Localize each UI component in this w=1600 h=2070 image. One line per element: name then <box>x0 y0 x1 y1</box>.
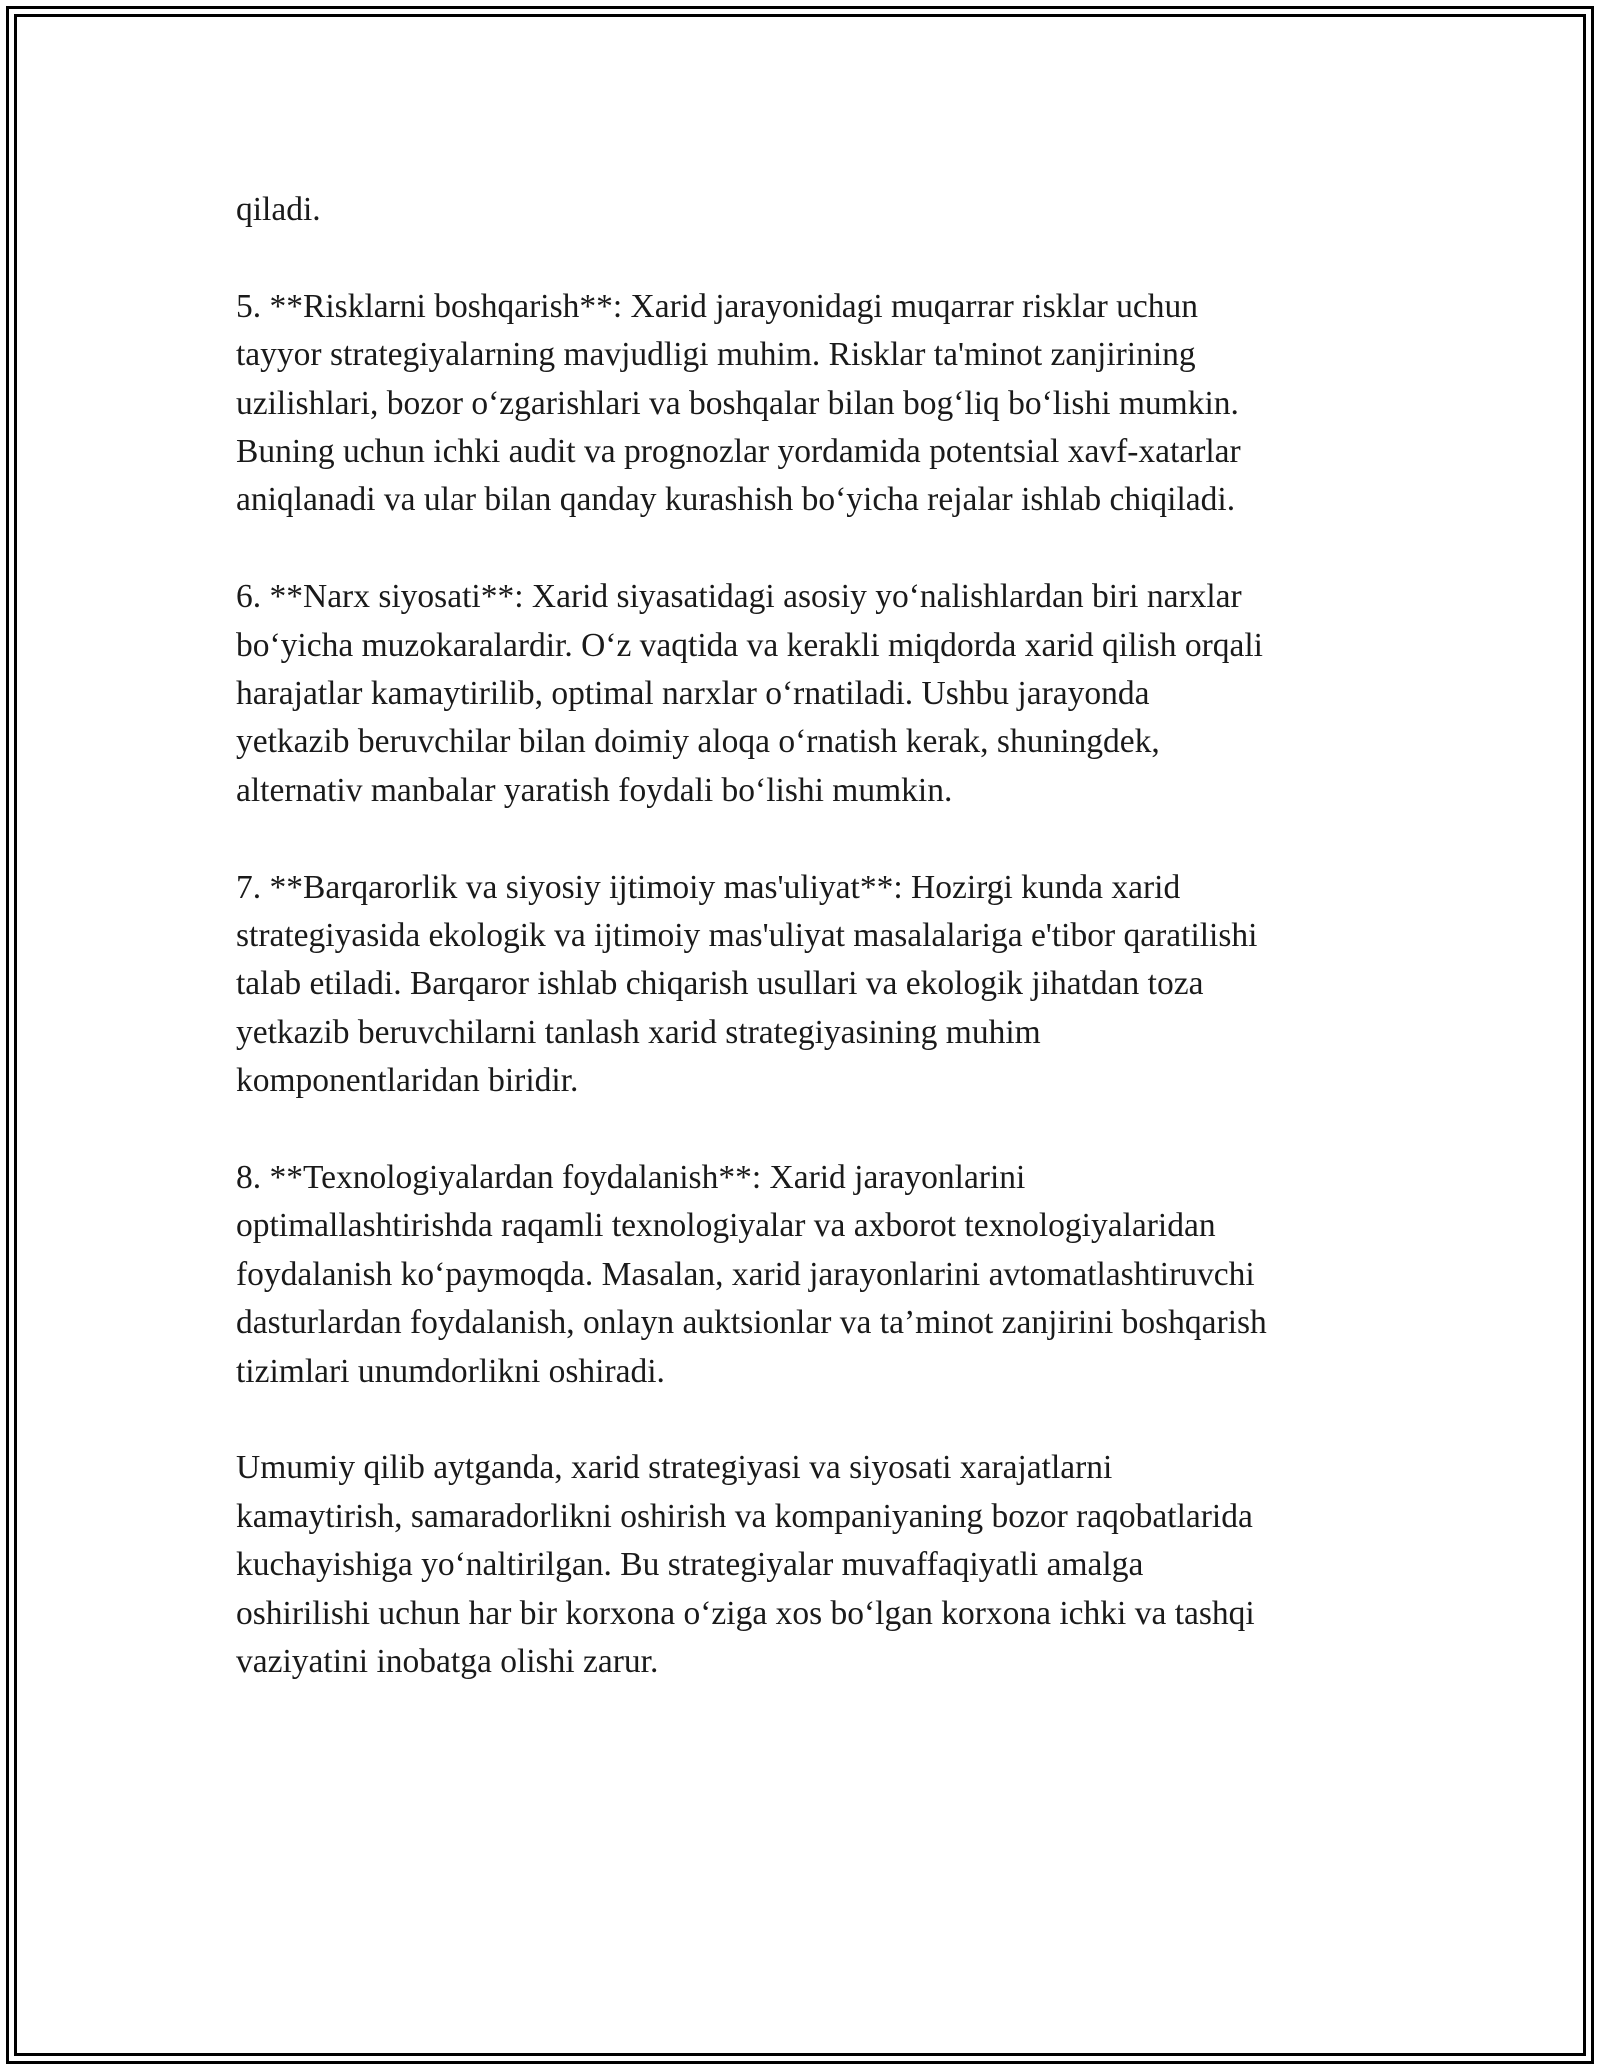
paragraph-price-policy: 6. **Narx siyosati**: Xarid siyasatidagi asosiy yo‘nalishlardan biri narxlar bo‘yicha muzokaralardir. O‘z vaqtida va kerakli miqdorda xarid qilish orqali harajatlar kamaytirilib, optimal narxlar o‘rnatiladi. Ushbu jarayonda yetkazib beruvchilar bilan doimiy aloqa o‘rnatish kerak, shuningdek, alternativ manbalar yaratish foydali bo‘lishi mumkin. <box>236 578 1263 809</box>
paragraph-sustainability: 7. **Barqarorlik va siyosiy ijtimoiy mas'uliyat**: Hozirgi kunda xarid strategiyasida ekologik va ijtimoiy mas'uliyat masalalariga e'tibor qaratilishi talab etiladi. Barqaror ishlab chiqarish usullari va ekologik jihatdan toza yetkazib beruvchilarni tanlash xarid strategiyasining muhim komponentlaridan biridir. <box>236 868 1258 1100</box>
paragraph-continuation: qiladi. <box>236 191 321 228</box>
document-body <box>236 186 1376 1735</box>
paragraph-risk-management: 5. **Risklarni boshqarish**: Xarid jarayonidagi muqarrar risklar uchun tayyor strategiyalarning mavjudligi muhim. Risklar ta'minot zanjirining uzilishlari, bozor o‘zgarishlari va boshqalar bilan bog‘liq bo‘lishi mumkin. Buning uchun ichki audit va prognozlar yordamida potentsial xavf-xatarlar aniqlanadi va ular bilan qanday kurashish bo‘yicha rejalar ishlab chiqiladi. <box>236 287 1241 519</box>
paragraph-conclusion: Umumiy qilib aytganda, xarid strategiyasi va siyosati xarajatlarni kamaytirish, samaradorlikni oshirish va kompaniyaning bozor raqobatlarida kuchayishiga yo‘naltirilgan. Bu strategiyalar muvaffaqiyatli amalga oshirilishi uchun har bir korxona o‘ziga xos bo‘lgan korxona ichki va tashqi vaziyatini inobatga olishi zarur. <box>236 1449 1255 1681</box>
paragraph-technology: 8. **Texnologiyalardan foydalanish**: Xarid jarayonlarini optimallashtirishda raqamli texnologiyalar va axborot texnologiyalaridan foydalanish ko‘paymoqda. Masalan, xarid jarayonlarini avtomatlashtiruvchi dasturlardan foydalanish, onlayn auktsionlar va ta’minot zanjirini boshqarish tizimlari unumdorlikni oshiradi. <box>236 1159 1267 1390</box>
